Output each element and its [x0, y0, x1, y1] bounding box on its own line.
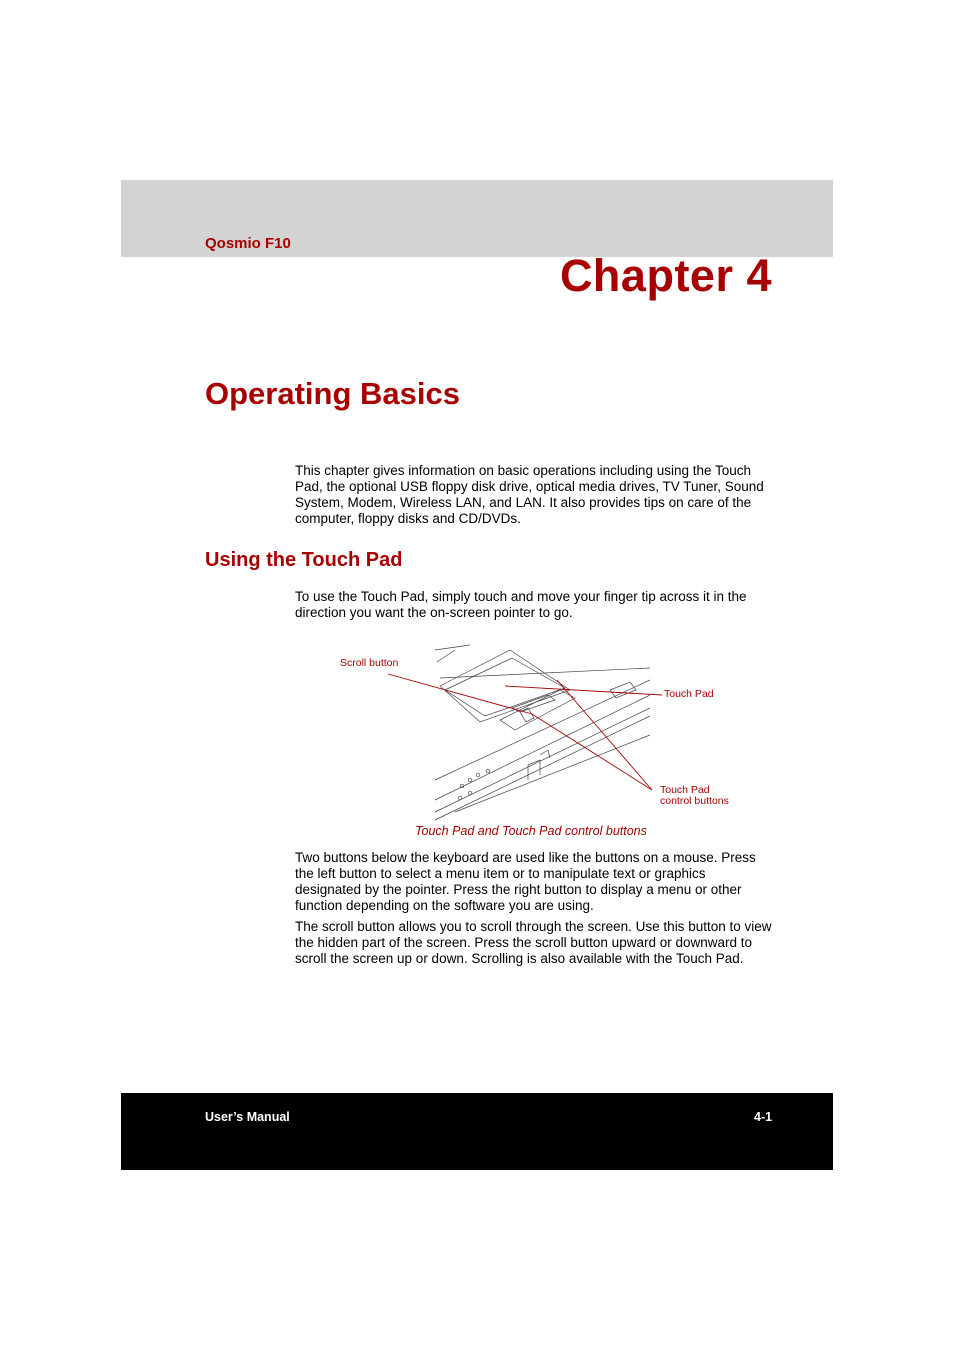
chapter-title: Chapter 4 — [559, 250, 772, 301]
section-title: Operating Basics — [205, 376, 460, 411]
footer-band — [121, 1093, 833, 1170]
figure-caption: Touch Pad and Touch Pad control buttons — [415, 824, 647, 838]
label-control-buttons-line2: control buttons — [660, 795, 729, 807]
label-control-buttons-line1: Touch Pad — [660, 784, 710, 796]
scroll-paragraph: The scroll button allows you to scroll through the screen. Use this button to view the hidden part of the screen. Press the scroll button upward or downward to scroll the screen up or down. Scrolling is also available with the Touch Pad. — [295, 919, 772, 966]
subsection-title: Using the Touch Pad — [205, 549, 403, 571]
label-touch-pad: Touch Pad — [664, 688, 714, 700]
product-name: Qosmio F10 — [205, 235, 291, 252]
laptop-outline — [435, 645, 650, 820]
footer-manual-title: User’s Manual — [205, 1110, 290, 1124]
footer-page-number: 4-1 — [754, 1110, 773, 1124]
intro-paragraph: This chapter gives information on basic operations including using the Touch Pad, the optional USB floppy disk drive, optical media drives, TV Tuner, Sound System, Modem, Wireless LAN, and LAN. It also provides tips on care of the computer, floppy disks and CD/DVDs. — [295, 463, 764, 526]
touchpad-paragraph: To use the Touch Pad, simply touch and move your finger tip across it in the direction you want the on-screen pointer to go. — [295, 589, 747, 620]
buttons-paragraph: Two buttons below the keyboard are used like the buttons on a mouse. Press the left button to select a menu item or to manipulate text or graphics designated by the pointer. Press the right button to display a menu or other function depending on the software you are using. — [295, 850, 756, 913]
label-scroll-button: Scroll button — [340, 657, 399, 669]
callout-lines — [388, 674, 662, 790]
